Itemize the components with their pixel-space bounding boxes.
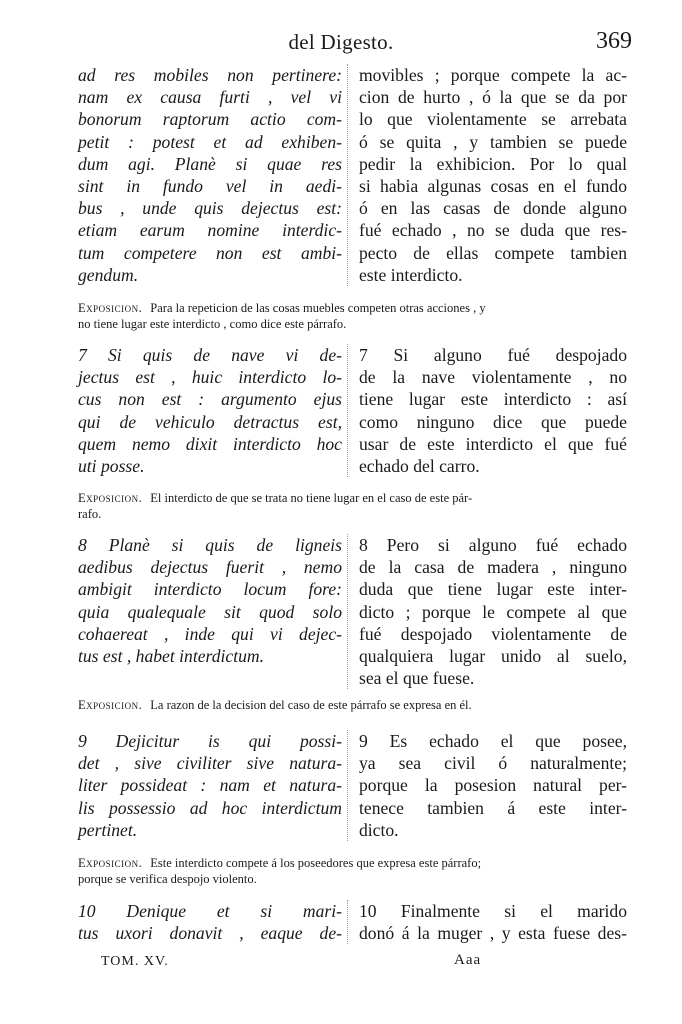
exposicion-text: El interdicto de que se trata no tiene lugar en el caso de este pár-	[150, 491, 473, 505]
spanish-line: 10 Finalmente si el marido	[359, 901, 627, 921]
spanish-line: ó en las casas de donde alguno	[359, 198, 627, 219]
latin-line: tum competere non est ambi-	[78, 242, 342, 263]
latin-line: 8 Planè si quis de ligneis	[78, 535, 342, 555]
running-header: del Digesto.	[288, 30, 394, 54]
spanish-line: usar de este interdicto el que fué	[359, 433, 627, 454]
exposicion-text: porque se verifica despojo violento.	[78, 872, 257, 886]
spanish-line: lo que violentamente se arrebata	[359, 109, 627, 130]
latin-line: bus , unde quis dejectus est:	[78, 198, 342, 219]
exposicion-text: La razon de la decision del caso de este párrafo se expresa en él.	[150, 698, 472, 712]
latin-line: ambigit interdicto locum fore:	[78, 579, 342, 600]
signature-mark: Aaa	[454, 952, 482, 968]
spanish-line: este interdicto.	[359, 264, 463, 285]
exposicion-label: Exposicion.	[78, 491, 143, 505]
spanish-line: porque la posesion natural per-	[359, 775, 627, 796]
latin-line: 7 Si quis de nave vi de-	[78, 345, 342, 365]
column-divider	[347, 64, 348, 286]
exposicion-text: Este interdicto compete á los poseedores que expresa este párrafo;	[150, 856, 482, 870]
column-divider	[347, 344, 348, 477]
latin-line: tus est , habet interdictum.	[78, 646, 265, 667]
paragraph-pair-7	[78, 344, 630, 478]
exposicion-note-2	[78, 490, 630, 522]
spanish-line: pecto de ellas compete tambien	[359, 242, 627, 263]
paragraph-pair-10	[78, 900, 630, 946]
spanish-line: pedir la exhibicion. Por lo qual	[359, 153, 627, 174]
latin-line: gendum.	[78, 264, 139, 285]
latin-line: quia qualequale sit quod solo	[78, 601, 342, 622]
latin-line: cus non est : argumento ejus	[78, 389, 342, 410]
spanish-line: donó á la muger , y esta fuese des-	[359, 923, 627, 944]
latin-line: bonorum raptorum actio com-	[78, 109, 342, 130]
exposicion-text: no tiene lugar este interdicto , como dice este párrafo.	[78, 317, 347, 331]
exposicion-label: Exposicion.	[78, 698, 143, 712]
latin-line: det , sive civiliter sive natura-	[78, 753, 342, 774]
paragraph-pair-9	[78, 730, 630, 842]
column-divider	[347, 534, 348, 689]
spanish-line: 7 Si alguno fué despojado	[359, 345, 627, 365]
latin-line: qui de vehiculo detractus est,	[78, 411, 342, 432]
exposicion-label: Exposicion.	[78, 301, 143, 315]
spanish-line: ó se quita , y tambien se puede	[359, 131, 627, 152]
spanish-column	[359, 730, 627, 841]
spanish-line: 8 Pero si alguno fué echado	[359, 535, 627, 555]
latin-column	[78, 64, 342, 286]
latin-line: dum agi. Planè si quae res	[78, 153, 342, 174]
latin-line: etiam earum nomine interdic-	[78, 220, 342, 241]
latin-column	[78, 534, 342, 667]
exposicion-note-4	[78, 855, 630, 887]
spanish-line: ya sea civil ó naturalmente;	[359, 753, 627, 774]
latin-line: liter possideat : nam et natura-	[78, 775, 342, 796]
latin-line: aedibus dejectus fuerit , nemo	[78, 557, 342, 578]
spanish-line: echado del carro.	[359, 456, 480, 477]
column-divider	[347, 730, 348, 841]
latin-line: jectus est , huic interdicto lo-	[78, 367, 342, 388]
latin-column	[78, 730, 342, 841]
latin-line: quem nemo dixit interdicto hoc	[78, 433, 342, 454]
spanish-line: dicto.	[359, 819, 399, 840]
latin-line: tus uxori donavit , eaque de-	[78, 923, 342, 944]
latin-line: 9 Dejicitur is qui possi-	[78, 731, 342, 751]
spanish-line: cion de hurto , ó la que se da por	[359, 87, 627, 108]
exposicion-note-1	[78, 300, 630, 332]
spanish-line: fué despojado violentamente de	[359, 623, 627, 644]
spanish-line: como ninguno dice que puede	[359, 411, 627, 432]
spanish-column	[359, 344, 627, 477]
spanish-line: tenece tambien á este inter-	[359, 797, 627, 818]
volume-label: TOM. XV.	[101, 954, 169, 969]
exposicion-label: Exposicion.	[78, 856, 143, 870]
latin-line: uti posse.	[78, 456, 145, 477]
spanish-line: duda que tiene lugar este inter-	[359, 579, 627, 600]
exposicion-text: rafo.	[78, 507, 102, 521]
spanish-line: dicto ; porque le compete al que	[359, 601, 627, 622]
latin-line: cohaereat , inde qui vi dejec-	[78, 623, 342, 644]
paragraph-pair-1	[78, 64, 630, 288]
latin-line: ad res mobiles non pertinere:	[78, 65, 342, 85]
latin-line: pertinet.	[78, 819, 138, 840]
spanish-line: de la nave violentamente , no	[359, 367, 627, 388]
spanish-column	[359, 534, 627, 689]
spanish-column	[359, 900, 627, 944]
spanish-line: movibles ; porque compete la ac-	[359, 65, 627, 85]
spanish-column	[359, 64, 627, 286]
column-divider	[347, 900, 348, 944]
spanish-line: fué echado , no se duda que res-	[359, 220, 627, 241]
spanish-line: qualquiera lugar unido al suelo,	[359, 646, 627, 667]
page-number: 369	[596, 28, 632, 54]
spanish-line: 9 Es echado el que posee,	[359, 731, 627, 751]
latin-column	[78, 344, 342, 477]
exposicion-note-3	[78, 697, 630, 713]
latin-line: petit : potest et ad exhiben-	[78, 131, 342, 152]
spanish-line: tiene lugar este interdicto : así	[359, 389, 627, 410]
latin-line: 10 Denique et si mari-	[78, 901, 342, 921]
latin-column	[78, 900, 342, 944]
spanish-line: de la casa de madera , ninguno	[359, 557, 627, 578]
paragraph-pair-8	[78, 534, 630, 690]
spanish-line: sea el que fuese.	[359, 668, 475, 689]
latin-line: lis possessio ad hoc interdictum	[78, 797, 342, 818]
spanish-line: si habia algunas cosas en el fundo	[359, 176, 627, 197]
exposicion-text: Para la repeticion de las cosas muebles competen otras acciones , y	[150, 301, 486, 315]
latin-line: nam ex causa furti , vel vi	[78, 87, 342, 108]
latin-line: sint in fundo vel in aedi-	[78, 176, 342, 197]
